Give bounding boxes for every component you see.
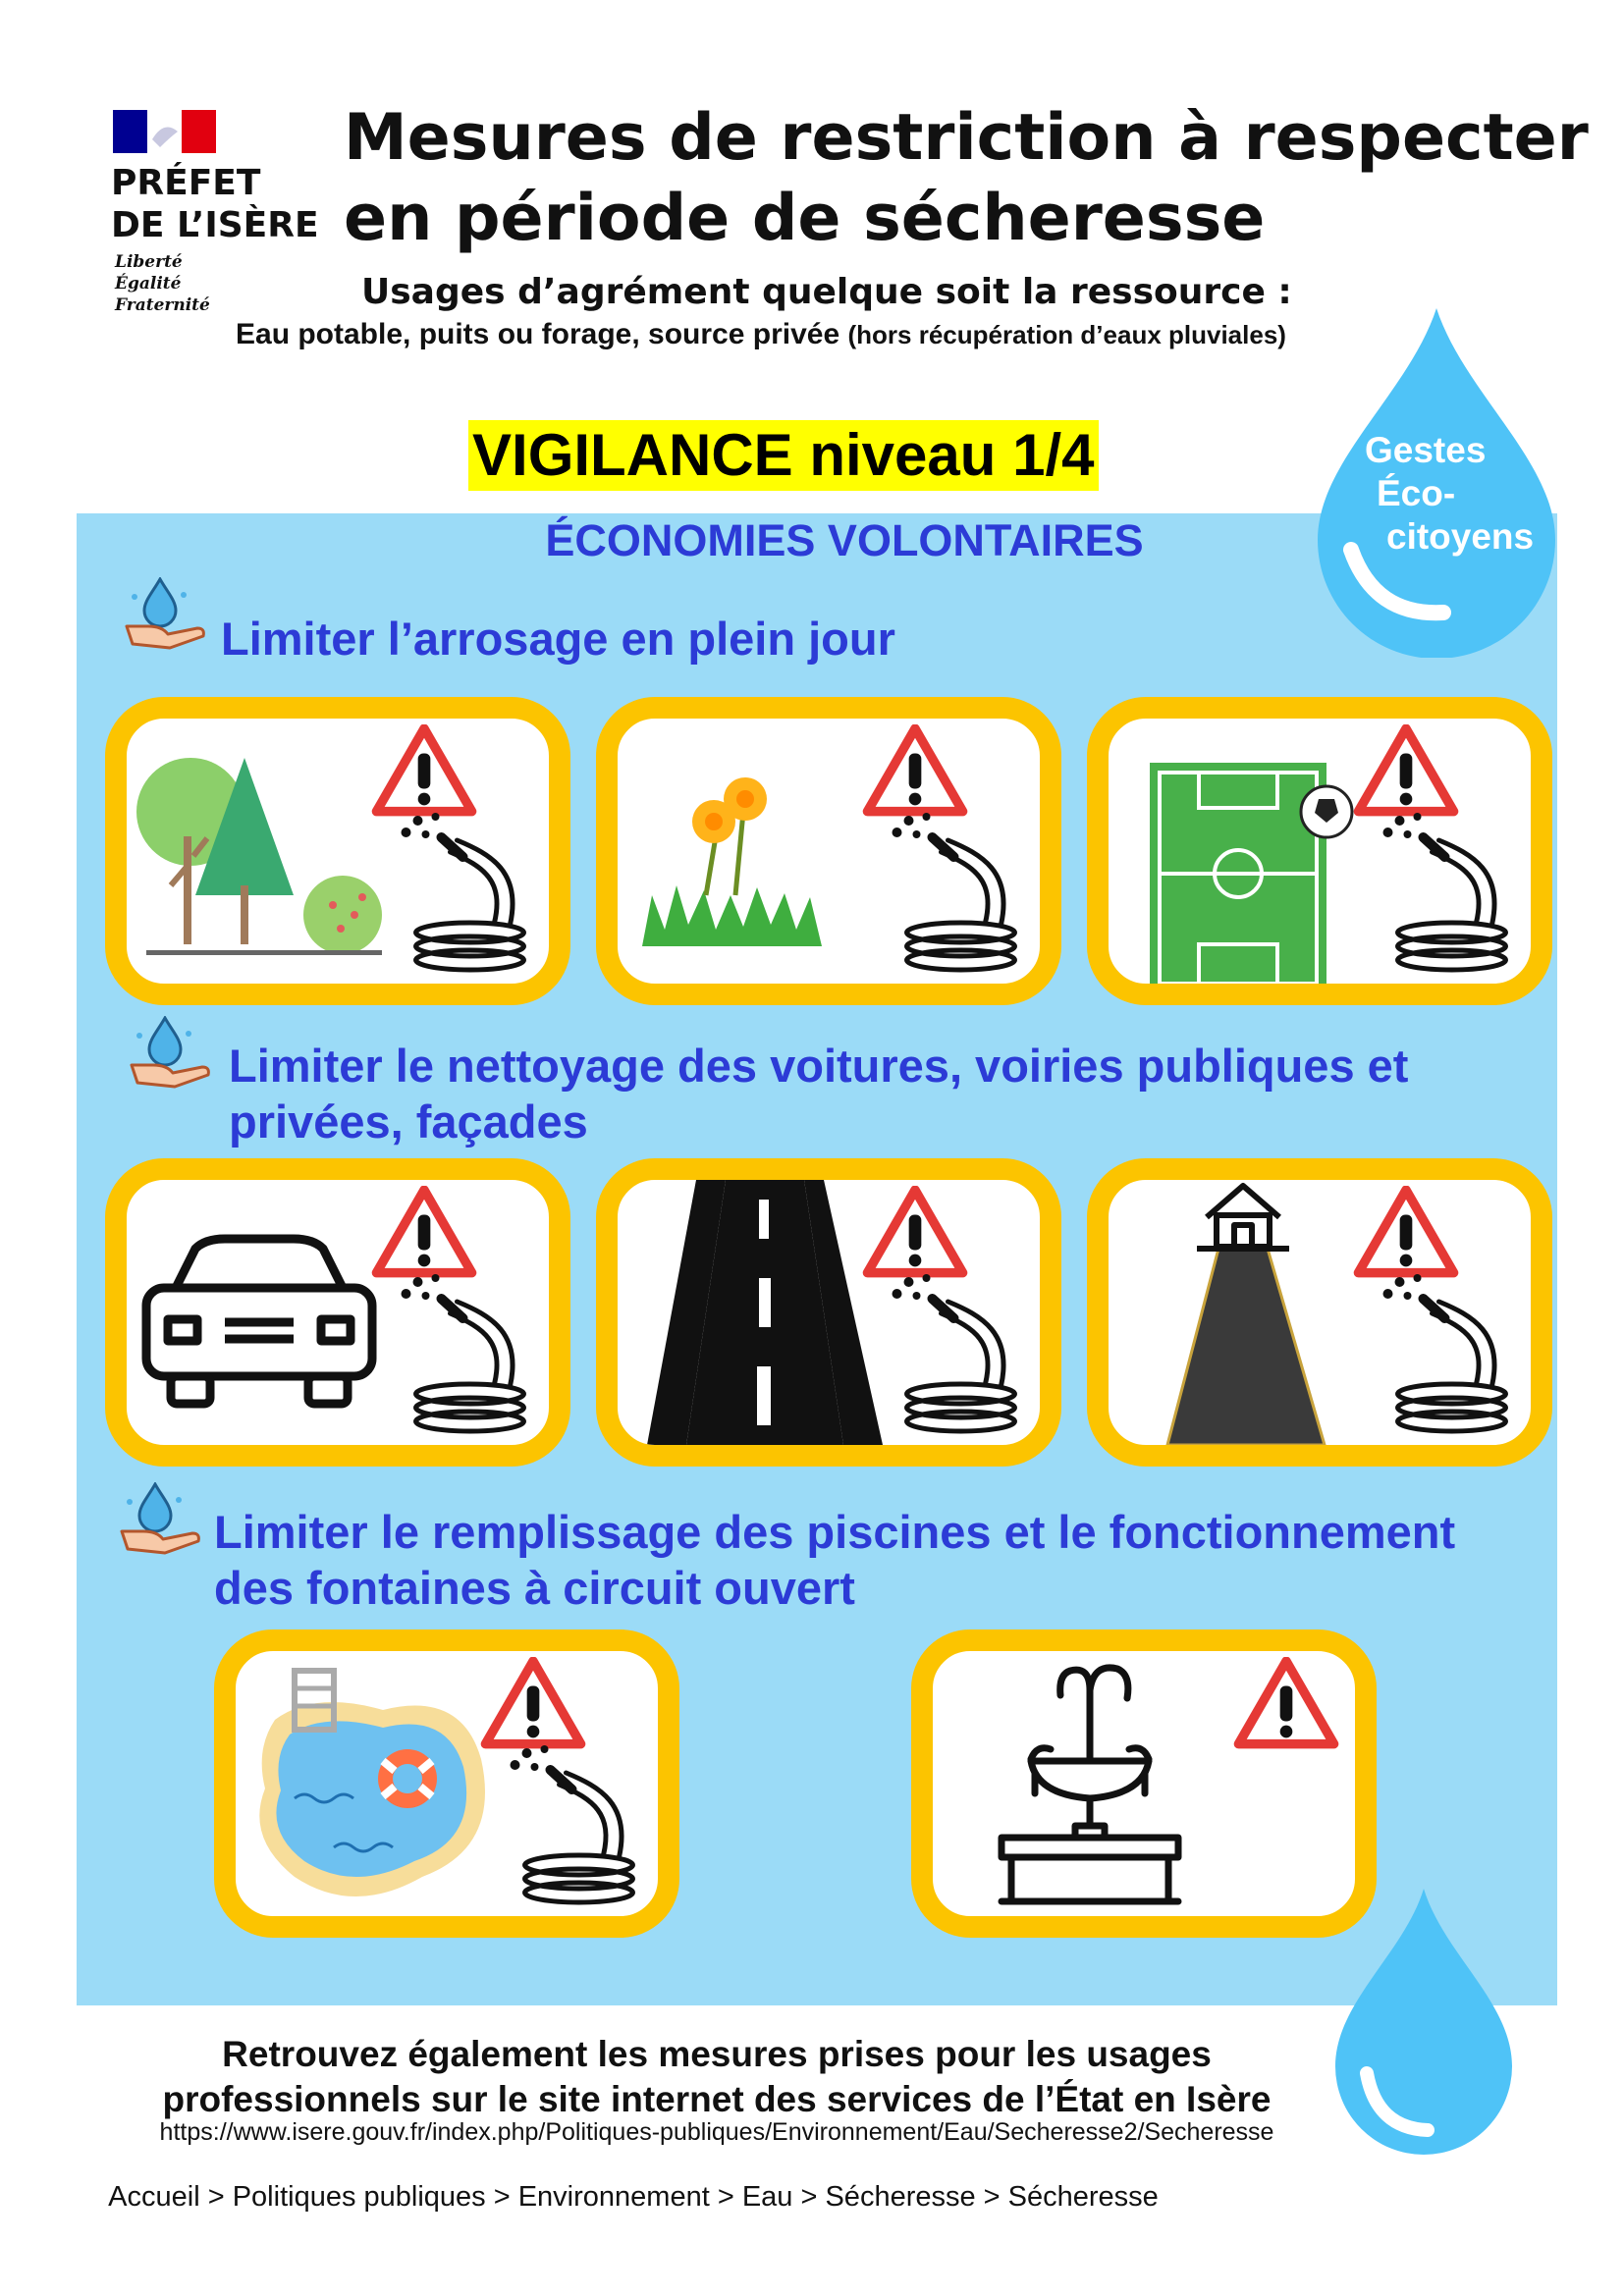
motto-liberte: Liberté — [115, 252, 183, 272]
french-flag-icon — [113, 110, 216, 153]
logo-motto — [115, 251, 210, 316]
logo-line2: DE L’ISÈRE — [111, 205, 319, 245]
title-line2: en période de sécheresse — [344, 182, 1266, 255]
hose-icon — [394, 1274, 536, 1436]
badge-line2: Éco- — [1377, 473, 1456, 513]
water-drop-icon — [1326, 1885, 1522, 2169]
footer-info — [93, 2032, 1340, 2122]
footer-url-link[interactable]: https://www.isere.gouv.fr/index.php/Politiques-publiques/Environnement/Eau/Secheresse2/Secheresse — [159, 2118, 1274, 2146]
footer-line2: professionnels sur le site internet des services de l’État en Isère — [162, 2079, 1272, 2119]
card-pool-filling — [214, 1629, 679, 1938]
hose-icon — [503, 1745, 645, 1907]
section-cleaning-heading — [229, 1038, 1408, 1149]
badge-line1: Gestes — [1365, 430, 1487, 470]
section-cleaning-line2: privées, façades — [229, 1095, 588, 1148]
voluntary-savings-heading: ÉCONOMIES VOLONTAIRES — [545, 515, 1144, 565]
title-line1: Mesures de restriction à respecter — [344, 101, 1589, 175]
card-trees-watering — [105, 697, 570, 1005]
warning-icon — [479, 1657, 587, 1750]
card-field-watering — [1087, 697, 1552, 1005]
breadcrumb: Accueil > Politiques publiques > Environnement > Eau > Sécheresse > Sécheresse — [108, 2181, 1159, 2213]
warning-icon — [861, 724, 969, 818]
motto-egalite: Égalité — [115, 274, 182, 294]
resources-note: (hors récupération d’eaux pluviales) — [847, 320, 1286, 349]
hose-icon — [885, 813, 1027, 975]
card-fountain — [911, 1629, 1377, 1938]
section-pools-line2: des fontaines à circuit ouvert — [214, 1562, 855, 1614]
hose-icon — [1376, 813, 1518, 975]
hose-icon — [1376, 1274, 1518, 1436]
warning-icon — [1232, 1657, 1340, 1750]
section-pools-line1: Limiter le remplissage des piscines et le fonctionnement — [214, 1506, 1456, 1558]
warning-icon — [370, 1186, 478, 1279]
section-cleaning-line1: Limiter le nettoyage des voitures, voiries publiques et — [229, 1040, 1409, 1092]
prefecture-logo-text — [111, 162, 319, 246]
warning-icon — [861, 1186, 969, 1279]
footer-line1: Retrouvez également les mesures prises pour les usages — [222, 2034, 1212, 2074]
warning-icon — [1352, 724, 1460, 818]
hose-icon — [885, 1274, 1027, 1436]
page-subtitle: Usages d’agrément quelque soit la ressource : — [361, 272, 1292, 312]
card-facade-cleaning — [1087, 1158, 1552, 1467]
warning-icon — [370, 724, 478, 818]
hose-icon — [394, 813, 536, 975]
vigilance-level-label: VIGILANCE niveau 1/4 — [468, 420, 1099, 491]
card-flowers-watering — [596, 697, 1061, 1005]
card-car-cleaning — [105, 1158, 570, 1467]
motto-fraternite: Fraternité — [115, 295, 210, 315]
badge-line3: citoyens — [1386, 516, 1535, 557]
section-pools-heading — [214, 1504, 1455, 1616]
water-drop-hand-icon — [123, 577, 211, 656]
page-title — [344, 98, 1600, 259]
resources-text: Eau potable, puits ou forage, source privée — [236, 318, 840, 350]
logo-line1: PRÉFET — [111, 163, 261, 203]
water-drop-hand-icon — [118, 1482, 206, 1561]
warning-icon — [1352, 1186, 1460, 1279]
card-road-cleaning — [596, 1158, 1061, 1467]
section-watering-heading: Limiter l’arrosage en plein jour — [221, 613, 895, 665]
water-drop-hand-icon — [128, 1016, 216, 1095]
